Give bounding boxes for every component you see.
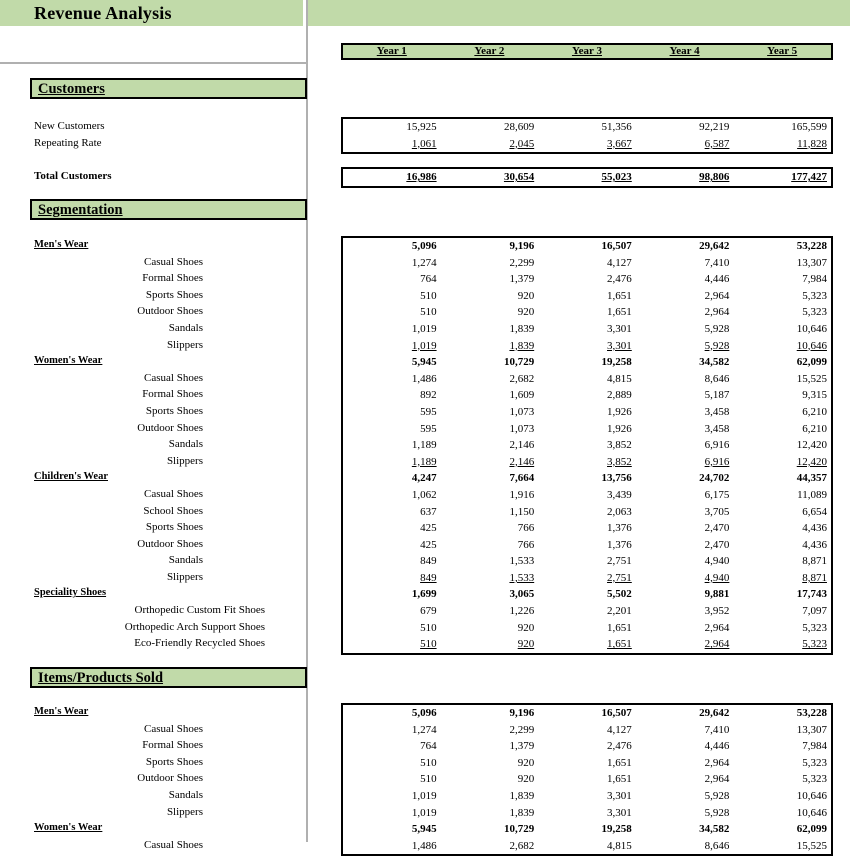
table-cell[interactable]: 10,646 [796,789,827,802]
table-cell[interactable]: 8,871 [802,555,827,568]
table-cell[interactable]: 849 [420,571,437,584]
table-cell[interactable]: 2,299 [509,723,535,736]
table-cell[interactable]: 764 [420,740,437,753]
table-cell[interactable]: 1,379 [509,740,535,753]
row-label: Formal Shoes [142,272,203,285]
table-cell[interactable]: 98,806 [699,171,730,183]
table-cell[interactable]: 2,045 [509,137,535,150]
table-row[interactable] [343,570,831,587]
section-header-items-products-sold[interactable] [30,667,307,688]
table-cell[interactable]: 7,664 [509,472,535,485]
table-cell[interactable]: 1,376 [607,522,632,535]
table-cell[interactable]: 9,196 [509,707,535,719]
table-cell[interactable]: 9,881 [704,588,730,601]
table-cell[interactable]: 62,099 [796,356,827,369]
table-cell[interactable]: 2,470 [704,522,730,535]
table-row[interactable] [343,136,831,153]
table-row[interactable] [343,487,831,504]
row-label: Slippers [166,338,203,351]
table-cell[interactable]: 1,062 [411,488,437,501]
table-row[interactable] [343,620,831,637]
table-cell[interactable]: 53,228 [796,240,827,252]
row-label: Casual Shoes [144,722,203,735]
table-cell[interactable]: 1,839 [509,806,535,819]
table-cell[interactable]: 7,097 [802,605,827,618]
table-cell[interactable]: 92,219 [699,121,730,133]
table-cell[interactable]: 6,916 [704,455,730,468]
table-cell[interactable]: 1,651 [607,306,632,319]
table-cell[interactable]: 3,301 [607,339,632,352]
group-label-text: Men's Wear [34,706,89,717]
table-cell[interactable]: 425 [420,538,437,551]
table-cell[interactable]: 510 [420,289,437,302]
table-cell[interactable]: 1,019 [411,339,437,352]
table-row[interactable] [343,238,831,255]
table-row[interactable] [343,504,831,521]
table-cell[interactable]: 6,654 [802,505,827,518]
row-label: Outdoor Shoes [137,421,203,434]
table-cell[interactable]: 2,964 [704,621,730,634]
table-row[interactable] [343,371,831,388]
table-cell[interactable]: 849 [420,555,437,568]
table-row[interactable] [343,603,831,620]
table-cell[interactable]: 1,274 [411,723,437,736]
table-cell[interactable]: 15,925 [406,121,437,133]
table-row[interactable] [343,387,831,404]
table-cell[interactable]: 1,150 [509,505,535,518]
year-column-header: Year 3 [571,45,602,57]
table-cell[interactable]: 1,651 [607,638,632,651]
group-label-text: Speciality Shoes [34,587,107,599]
table-cell[interactable]: 1,651 [607,756,632,769]
table-cell[interactable]: 3,952 [704,605,730,618]
row-label: Sports Shoes [145,755,203,768]
section-header-customers[interactable] [30,78,307,99]
table-cell[interactable]: 1,839 [509,322,535,335]
table-cell[interactable]: 1,189 [411,455,437,468]
row-label: Formal Shoes [142,388,203,401]
table-cell[interactable]: 637 [420,505,437,518]
table-cell[interactable]: 4,247 [411,472,437,485]
table-cell[interactable]: 11,089 [797,488,827,501]
table-cell[interactable]: 1,926 [607,405,632,418]
table-cell[interactable]: 53,228 [796,707,827,719]
table-cell[interactable]: 2,889 [607,389,632,402]
row-label: Formal Shoes [142,739,203,752]
table-cell[interactable]: 5,928 [704,322,730,335]
row-label-column [0,237,303,652]
table-cell[interactable]: 4,940 [704,555,730,568]
section-header-label: Customers [38,81,105,97]
table-cell[interactable]: 3,439 [607,488,632,501]
row-label: Orthopedic Arch Support Shoes [124,620,265,633]
table-row[interactable] [343,321,831,338]
table-cell[interactable]: 177,427 [791,171,827,183]
table-row[interactable] [343,421,831,438]
table-cell[interactable]: 3,852 [607,439,632,452]
table-cell[interactable]: 165,599 [791,121,827,133]
row-label: Repeating Rate [34,136,102,149]
section-header-label: Items/Products Sold [38,670,164,686]
table-cell[interactable]: 62,099 [796,823,827,836]
table-cell[interactable]: 7,410 [704,256,730,269]
table-cell[interactable]: 10,729 [503,356,535,369]
table-cell[interactable]: 4,940 [704,571,730,584]
table-cell[interactable]: 5,945 [411,356,437,369]
table-cell[interactable]: 10,729 [503,823,535,836]
table-row[interactable] [343,288,831,305]
row-label: Total Customers [34,169,112,182]
table-row[interactable] [343,404,831,421]
group-label-text: Women's Wear [34,822,103,834]
table-cell[interactable]: 34,582 [699,823,730,836]
row-label: Slippers [166,805,203,818]
table-cell[interactable]: 1,926 [607,422,632,435]
page-title: Revenue Analysis [34,3,172,23]
row-label: Casual Shoes [144,487,203,500]
table-row[interactable] [343,705,831,722]
table-cell[interactable]: 766 [517,538,535,551]
table-row[interactable] [343,271,831,288]
row-label: Sports Shoes [145,288,203,301]
table-cell[interactable]: 510 [420,638,437,651]
table-cell[interactable]: 1,651 [607,621,632,634]
table-cell[interactable]: 1,839 [509,789,535,802]
table-cell[interactable]: 6,587 [704,137,730,150]
table-row[interactable] [343,520,831,537]
value-table [341,167,833,188]
table-cell[interactable]: 5,323 [802,638,827,651]
table-cell[interactable]: 2,964 [704,638,730,651]
table-cell[interactable]: 1,651 [607,289,632,302]
table-row[interactable] [343,354,831,371]
table-cell[interactable]: 1,839 [509,339,535,352]
row-label: Sports Shoes [145,404,203,417]
table-cell[interactable]: 12,420 [796,455,827,468]
table-cell[interactable]: 7,410 [704,723,730,736]
table-row[interactable] [343,454,831,471]
table-cell[interactable]: 11,828 [797,137,827,150]
table-cell[interactable]: 5,928 [704,339,730,352]
table-cell[interactable]: 766 [517,522,535,535]
row-label [0,151,303,168]
table-cell[interactable]: 2,470 [704,538,730,551]
table-row[interactable] [343,169,831,186]
row-label: Sports Shoes [145,521,203,534]
group-label [0,237,303,254]
group-label-text: Men's Wear [34,239,89,250]
table-cell[interactable]: 6,175 [704,488,730,501]
year-column-header: Year 2 [474,45,505,57]
table-cell[interactable]: 1,486 [411,839,437,852]
table-cell[interactable]: 3,852 [607,455,632,468]
year-column-header: Year 1 [376,45,407,57]
row-label: Casual Shoes [144,838,203,851]
table-cell[interactable]: 8,646 [704,372,730,385]
section-header-label: Segmentation [38,202,123,218]
table-cell[interactable]: 3,705 [704,505,730,518]
table-cell[interactable]: 2,201 [607,605,632,618]
table-cell[interactable]: 2,964 [704,756,730,769]
table-cell[interactable]: 4,815 [607,839,632,852]
value-table [341,117,833,154]
table-cell[interactable]: 5,187 [704,389,730,402]
group-label [0,820,303,837]
table-cell[interactable]: 2,476 [607,740,632,753]
table-cell[interactable]: 4,815 [607,372,632,385]
table-cell[interactable]: 4,436 [802,522,827,535]
table-cell[interactable]: 679 [420,605,437,618]
table-cell[interactable]: 3,301 [607,322,632,335]
table-cell[interactable]: 920 [517,756,535,769]
table-row[interactable] [343,838,831,855]
table-row[interactable] [343,805,831,822]
table-cell[interactable]: 5,323 [802,289,827,302]
table-cell[interactable]: 28,609 [503,121,535,133]
row-label: Outdoor Shoes [137,537,203,550]
table-cell[interactable]: 1,073 [509,405,535,418]
row-label: School Shoes [143,504,203,517]
table-cell[interactable]: 29,642 [699,707,730,719]
table-cell[interactable]: 920 [517,289,535,302]
table-cell[interactable]: 1,274 [411,256,437,269]
table-cell[interactable]: 19,258 [601,823,632,836]
table-cell[interactable]: 1,189 [411,439,437,452]
table-cell[interactable]: 13,307 [796,256,827,269]
table-row[interactable] [343,586,831,603]
table-cell[interactable]: 1,533 [509,571,535,584]
table-cell[interactable]: 13,756 [601,472,632,485]
table-cell[interactable]: 6,210 [802,405,827,418]
row-label: Sandals [168,438,203,451]
row-label-column [0,118,303,184]
table-cell[interactable]: 9,315 [802,389,827,402]
table-cell[interactable]: 764 [420,273,437,286]
table-cell[interactable]: 13,307 [796,723,827,736]
table-cell[interactable]: 595 [420,422,437,435]
row-label-column [0,704,303,853]
table-cell[interactable]: 5,323 [802,773,827,786]
table-cell[interactable]: 2,146 [509,439,535,452]
table-row[interactable] [343,821,831,838]
table-cell[interactable]: 7,984 [802,740,827,753]
table-cell[interactable]: 1,699 [411,588,437,601]
table-cell[interactable]: 2,063 [607,505,632,518]
table-cell[interactable]: 4,446 [704,273,730,286]
group-label-text: Children's Wear [34,471,108,483]
year-header-row [341,43,833,60]
table-cell[interactable]: 1,486 [411,372,437,385]
table-row[interactable] [343,636,831,653]
table-cell[interactable]: 1,061 [411,137,437,150]
row-label: Outdoor Shoes [137,305,203,318]
table-cell[interactable]: 5,945 [411,823,437,836]
year-column-header: Year 4 [669,45,700,57]
table-cell[interactable]: 4,436 [802,538,827,551]
table-cell[interactable]: 5,096 [411,707,437,719]
row-label: Slippers [166,454,203,467]
table-cell[interactable]: 51,356 [601,121,632,133]
table-cell[interactable]: 2,964 [704,289,730,302]
table-row[interactable] [343,537,831,554]
table-cell[interactable]: 3,065 [509,588,535,601]
table-cell[interactable]: 1,609 [509,389,535,402]
table-cell[interactable]: 4,127 [607,723,632,736]
table-cell[interactable]: 2,751 [607,571,632,584]
table-cell[interactable]: 595 [420,405,437,418]
table-cell[interactable]: 5,096 [411,240,437,252]
table-row[interactable] [343,304,831,321]
row-label: Outdoor Shoes [137,772,203,785]
table-cell[interactable]: 3,301 [607,806,632,819]
table-cell[interactable]: 892 [420,389,437,402]
table-cell[interactable]: 8,871 [802,571,827,584]
table-row[interactable] [343,255,831,272]
table-cell[interactable]: 7,984 [802,273,827,286]
table-cell[interactable]: 425 [420,522,437,535]
table-cell[interactable]: 5,928 [704,789,730,802]
table-cell[interactable]: 10,646 [796,806,827,819]
table-cell[interactable]: 4,127 [607,256,632,269]
group-label [0,469,303,486]
row-label: Sandals [168,554,203,567]
table-cell[interactable]: 1,073 [509,422,535,435]
table-row[interactable] [343,470,831,487]
row-label: Orthopedic Custom Fit Shoes [134,604,265,617]
table-cell[interactable]: 1,916 [509,488,535,501]
table-cell[interactable]: 12,420 [796,439,827,452]
table-cell[interactable]: 10,646 [796,339,827,352]
table-cell[interactable]: 9,196 [509,240,535,252]
table-cell[interactable]: 1,019 [411,789,437,802]
table-cell[interactable]: 4,446 [704,740,730,753]
table-row[interactable] [343,437,831,454]
row-label: New Customers [34,120,105,132]
table-row[interactable] [343,338,831,355]
section-header-segmentation[interactable] [30,199,307,220]
table-row[interactable] [343,738,831,755]
group-label-text: Women's Wear [34,355,103,367]
table-cell[interactable]: 29,642 [699,240,730,252]
table-cell[interactable]: 2,299 [509,256,535,269]
table-cell[interactable]: 2,146 [509,455,535,468]
row-label: Sandals [168,788,203,801]
table-cell[interactable]: 3,458 [704,422,730,435]
group-label [0,353,303,370]
group-label [0,585,303,602]
table-cell[interactable]: 15,525 [796,372,827,385]
value-table [341,236,833,655]
table-cell[interactable]: 3,458 [704,405,730,418]
table-cell[interactable]: 34,582 [699,356,730,369]
table-cell[interactable]: 1,376 [607,538,632,551]
table-cell[interactable]: 30,654 [503,171,535,183]
table-cell[interactable]: 17,743 [796,588,827,601]
table-cell[interactable]: 24,702 [699,472,730,485]
table-cell[interactable]: 2,682 [509,839,535,852]
table-cell[interactable]: 5,323 [802,621,827,634]
table-cell[interactable]: 2,964 [704,773,730,786]
pane-divider-vertical [306,0,308,842]
table-cell[interactable]: 19,258 [601,356,632,369]
group-label [0,704,303,721]
table-cell[interactable]: 1,226 [509,605,535,618]
table-cell[interactable]: 10,646 [796,322,827,335]
value-table [341,703,833,856]
table-cell[interactable]: 5,323 [802,756,827,769]
table-row[interactable] [343,755,831,772]
pane-divider-horizontal [0,62,307,64]
row-label: Sandals [168,321,203,334]
table-cell[interactable]: 1,651 [607,773,632,786]
table-cell[interactable]: 15,525 [796,839,827,852]
table-cell[interactable]: 510 [420,756,437,769]
table-cell[interactable]: 2,682 [509,372,535,385]
table-cell[interactable]: 3,301 [607,789,632,802]
table-cell[interactable]: 1,019 [411,322,437,335]
row-label: Eco-Friendly Recycled Shoes [134,637,265,650]
table-cell[interactable]: 16,507 [601,707,632,719]
row-label: Casual Shoes [144,255,203,268]
table-cell[interactable]: 510 [420,773,437,786]
table-cell[interactable]: 16,507 [601,240,632,252]
table-cell[interactable]: 510 [420,621,437,634]
table-cell[interactable]: 510 [420,306,437,319]
table-row[interactable] [343,119,831,136]
table-cell[interactable]: 1,533 [509,555,535,568]
table-cell[interactable]: 5,928 [704,806,730,819]
table-cell[interactable]: 920 [517,773,535,786]
table-row[interactable] [343,722,831,739]
table-cell[interactable]: 16,986 [406,171,437,183]
table-row[interactable] [343,771,831,788]
table-row[interactable] [343,788,831,805]
table-cell[interactable]: 6,916 [704,439,730,452]
table-cell[interactable]: 5,323 [802,306,827,319]
table-cell[interactable]: 2,964 [704,306,730,319]
table-cell[interactable]: 920 [517,621,535,634]
year-column-header: Year 5 [767,45,798,57]
table-cell[interactable]: 1,019 [411,806,437,819]
table-cell[interactable]: 5,502 [607,588,632,601]
table-cell[interactable]: 55,023 [601,171,632,183]
table-cell[interactable]: 920 [517,638,535,651]
table-cell[interactable]: 1,379 [509,273,535,286]
table-cell[interactable]: 2,476 [607,273,632,286]
table-cell[interactable]: 8,646 [704,839,730,852]
table-cell[interactable]: 2,751 [607,555,632,568]
table-cell[interactable]: 3,667 [607,137,632,150]
table-row[interactable] [343,553,831,570]
row-label: Casual Shoes [144,371,203,384]
row-label: Slippers [166,570,203,583]
table-cell[interactable]: 6,210 [802,422,827,435]
table-cell[interactable]: 920 [517,306,535,319]
table-cell[interactable]: 44,357 [796,472,827,485]
